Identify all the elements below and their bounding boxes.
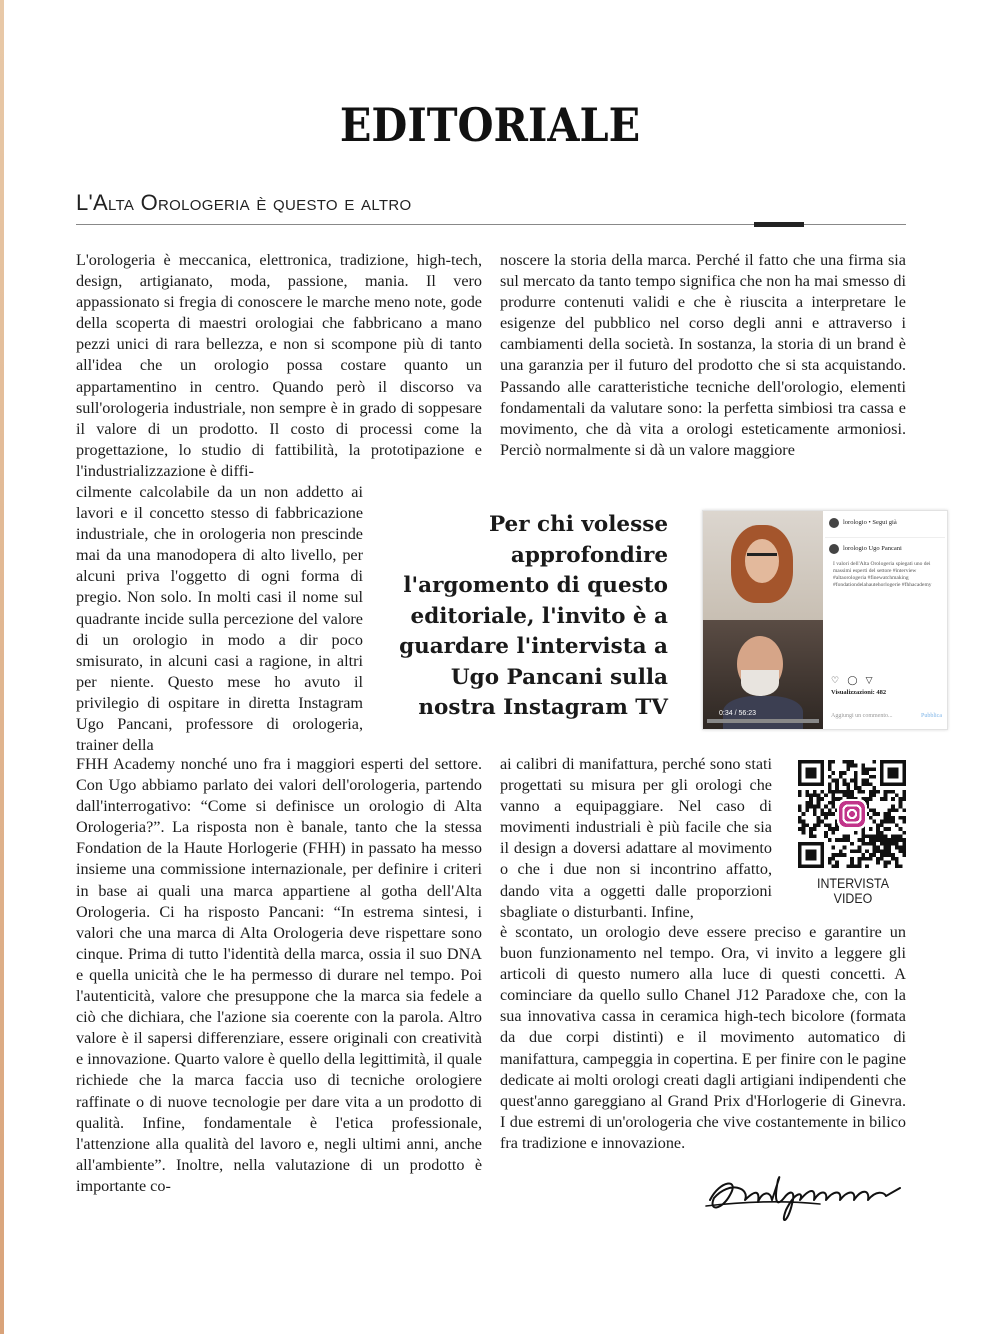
post-actions-icons: ♡ ◯ ▽ [831,675,876,685]
article-text: noscere la storia della marca. Perché il fatto che una firma sia sul mercato da tanto tempo significa che non ha mai smesso di produrre contenuti validi e che è riuscita a interpretare le esigenze del pubblico nel corso degli anni e attraverso i cambiamenti della società. In sostanza, la storia di un brand è una garanzia per il futuro del prodotto che si sta acquistando. Passando alle caratteristiche tecniche dell'orologio, elementi fondamentali da valutare sono: la perfetta simbiosi tra cassa e movimento, che dà vita a orologi esteticamente armoniosi. Perciò normalmente si dà un valore maggiore [500,251,906,459]
article-text: ai calibri di manifattura, perché sono stati progettati su misura per gli orologi che vanno a equipaggiare. Nel caso di movimenti industriali è più facile che sia il design a doversi adattare al movimento o che i due non si incontrino affatto, dando vita a oggetti dalle proporzioni sbagliate o disturbanti. Infine, [500,755,772,921]
video-time: 0:34 / 56:23 [719,710,756,717]
handwritten-signature [700,1160,910,1230]
article-column-2-bottom [500,922,906,1154]
article-text: cilmente calcolabile da un non addetto ai lavori e il concetto stesso di fabbricazione industriale, che in orologeria non prescinde mai da una manodopera di alto livello, per alcuni priva l'oggetto di ogni forma di pregio. Non solo. In molti casi il nome sul quadrante incide sulla percezione del valore di un orologio in modo a dir poco smisurato, in alcuni casi a ragione, in altri per niente. Questo mese ho avuto il privilegio di ospitare in diretta Instagram Ugo Pancani, professore di orologeria, trainer della [76,483,363,755]
post-author: lorologio Ugo Pancani [843,545,902,552]
post-sidebar [823,511,947,729]
comment-placeholder: Aggiungi un commento... [831,713,893,719]
qr-label: INTERVISTA VIDEO [816,876,889,906]
avatar [829,518,839,528]
article-column-1-bottom [76,754,482,1197]
page-spine-edge [0,0,4,1334]
article-column-1-top [76,250,482,482]
article-column-1-middle [76,482,363,756]
qr-code [798,760,906,868]
video-host-frame [703,511,823,620]
instagram-video-screenshot [702,510,948,730]
post-views: Visualizzazioni: 482 [831,689,887,696]
post-label: Pubblica [921,713,942,719]
pull-quote: Per chi volesse approfondire l'argomento di questo editoriale, l'invito è a guardare l'intervista a Ugo Pancani sulla nostra Instagram TV [399,512,668,720]
article-text: FHH Academy nonché uno fra i maggiori esperti del settore. Con Ugo abbiamo parlato dei valori dell'orologeria, partendo dall'interrogativo: “Come si definisce un orologio di Alta Orologeria?”. La risposta non è banale, tanto che la stessa Fondation de la Haute Horlogerie (FHH) in passato ha messo insieme una commissione internazionale, per definire i criteri in base ai quali una marca appartiene al gotha dell'Alta Orologeria. Ci ha risposto Pancani: “In estrema sintesi, i valori che una marca di Alta Orologeria deve rispettare sono cinque. Prima di tutto l'identità della marca, ossia il suo DNA e quella unicità che le ha permesso di durare nel tempo. Poi l'autenticità, valore che presuppone che la marca sia fedele a ciò che dichiara, che l'azione sia coerente con la parola. Altro valore è il sapersi differenziare, essere originali con creatività e innovazione. Quarto valore è quello della legittimità, il quale richiede che la marca faccia uso di tecniche orologiere raffinate o di nuove tecnologie per dare vita a un prodotto di qualità. Infine, fondamentale è l'etica professionale, l'attenzione alla qualità del lavoro e, negli ultimi anni, anche all'ambiente”. Inoltre, nella valutazione di un prodotto è importante co- [76,755,482,1195]
section-subtitle: L'Alta Orologeria è questo e altro [76,190,412,215]
article-column-2-middle [500,754,772,923]
post-caption: I valori dell'Alta Orologeria spiegati uno dei massimi esperti del settore #interview #altaorologeria #finewatchmaking #fondationdelahautehorlogerie #fhhacademy [833,561,932,588]
post-username: lorologio • Segui già [843,519,897,526]
article-column-2-top [500,250,906,461]
article-text: è scontato, un orologio deve essere preciso e garantire un buon funzionamento nel tempo. Ora, vi invito a leggere gli articoli di questo numero alla luce di questi concetti. A cominciare da quello sullo Chanel J12 Paradoxe che, con la sua innovativa cassa in ceramica high-tech bicolore (formata da due corpi distinti) e il movimento automatico di manifattura, campeggia in copertina. E per finire con le pagine dedicate ai molti orologi creati dagli artigiani indipendenti che quest'anno gareggiano al Grand Prix d'Horlogerie di Ginevra. I due estremi di un'orologeria che vive costantemente in bilico fra tradizione e innovazione. [500,923,906,1152]
video-progress-bar [707,719,819,723]
avatar [829,544,839,554]
article-text: L'orologeria è meccanica, elettronica, tradizione, high-tech, design, artigianato, moda, passione, mania. Il vero appassionato si fregia di conoscere le marche meno note, gode della scoperta di maestri orologiai che fabbricano a mano pezzi unici di rara bellezza, e non si scompone più di tanto all'idea che un orologio possa costare quanto un appartamentino in centro. Quando però il discorso va sull'orologeria industriale, non sempre è in grado di soppesare il valore di un prodotto. Il costo di processi come la progettazione, lo studio di fattibilità, la prototipazione e l'industrializzazione è diffi- [76,251,482,480]
header-rule-accent [754,222,804,227]
video-frame [703,511,823,729]
page-title: EDITORIALE [339,98,641,152]
